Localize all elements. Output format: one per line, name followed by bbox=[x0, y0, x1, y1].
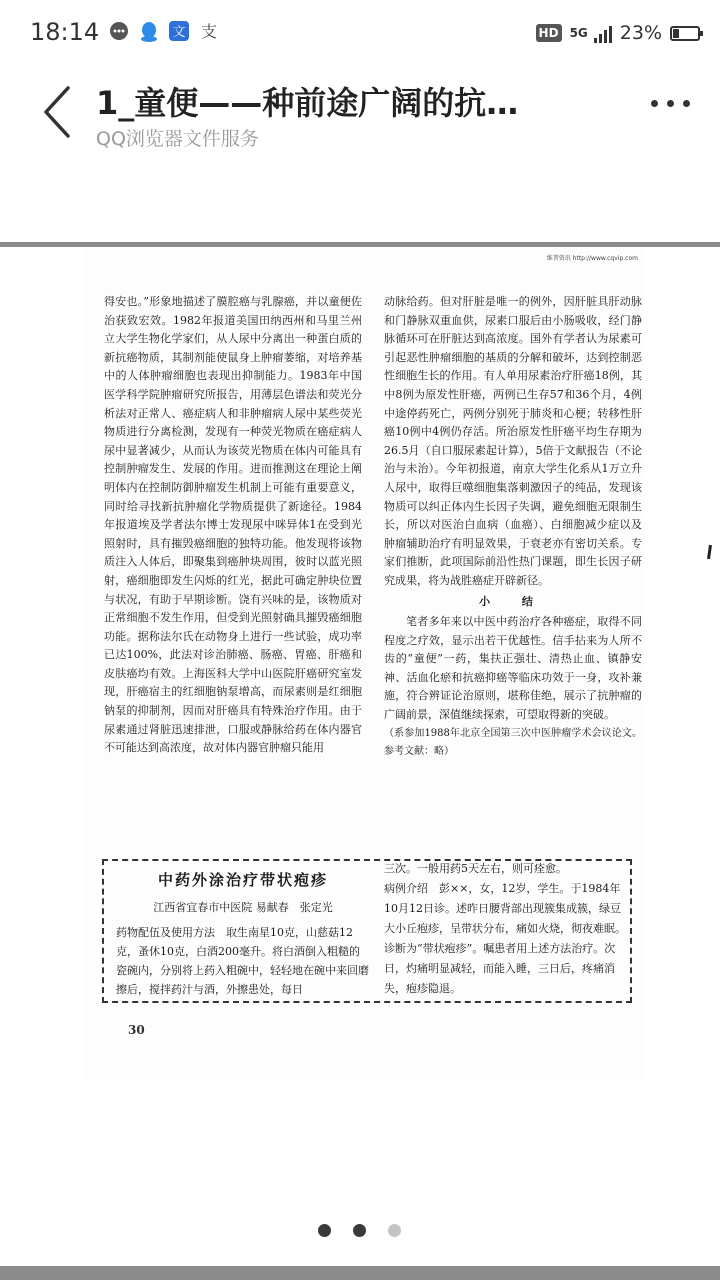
box-method: 药物配伍及使用方法 取生南星10克，山慈菇12克，蚤休10克，白酒200毫升。将白酒倒入粗糙的瓷碗内，分别将上药入粗碗中，轻轻地在碗中来回磨擦后，搅拌药汁与酒，外擦患处，每日 bbox=[116, 926, 369, 996]
page-number: 30 bbox=[128, 1023, 145, 1037]
page-subtitle: QQ浏览器文件服务 bbox=[96, 128, 259, 150]
bottom-scroll-bar bbox=[0, 1266, 720, 1280]
status-indicators bbox=[536, 20, 700, 46]
more-options-icon[interactable] bbox=[651, 100, 690, 107]
page-dot[interactable] bbox=[353, 1224, 366, 1237]
battery-percent: 23% bbox=[619, 22, 662, 44]
box-continued: 三次。一般用药5天左右，则可痊愈。 bbox=[384, 862, 567, 875]
box-title: 中药外涂治疗带状疱疹 bbox=[157, 871, 328, 889]
back-icon[interactable] bbox=[30, 82, 80, 142]
summary-section bbox=[384, 613, 642, 725]
summary-heading: 小 结 bbox=[479, 594, 547, 608]
right-column bbox=[384, 293, 642, 861]
page-indicator bbox=[318, 1224, 401, 1237]
left-column-text: 得安也。”形象地描述了膜腔癌与乳腺癌，并以童便佐治获致宏效。1982年报道美国田纳西州和马里兰州立大学生物化学家们，从人尿中分离出一种蛋白质的新抗癌物质，其制剂能使鼠身上肿瘤萎缩，对培养基中的人体肿瘤细胞也表现出抑制能力。1983年中国医学科学院肿瘤研究所报告，用薄层色谱法和荧光分析法对正常人、癌症病人和非肿瘤病人尿中某些荧光物质进行分离检测，发现有一种荧光物质在癌症病人尿中显著减少，从而认为该荧光物质在体内可能具有控制肿瘤发生、发展的作用。进而推测这在理论上阐明体内在控制防御肿瘤发生机制上可能有重要意义，同时给寻找新抗肿瘤化学物质提供了新途径。1984年报道埃及学者法尔博士发现尿中咪异体1在受到光照射时，具有摧毁癌细胞的独特功能。他发现将该物质注入人体后，即聚集到癌肿块周围，彼时以蓝光照射，癌细胞即发生闪烁的红光，据此可确定肿块位置与状况，有助于早期诊断。饶有兴味的是，该物质对正常细胞不发生作用，但受到光照射确具摧毁癌细胞功能。据称法尔氏在动物身上进行一些试验，成功率已达100%，此法对诊治肺癌、肠癌、胃癌、肝癌和皮肤癌均有效。上海医科大学中山医院肝癌研究室发现，肝癌宿主的红细胞钠泵增高，而尿素则是红细胞钠泵的抑制剂，因而对肝癌具有特殊治疗作用。由于尿素通过肾脏迅速排泄，口服或静脉给药在体内器官不可能达到高浓度，故对体内器官肿瘤只能用 bbox=[104, 295, 362, 755]
box-left-column bbox=[116, 871, 370, 999]
summary-note: （系参加1988年北京全国第三次中医肿瘤学术会议论文。参考文献：略） bbox=[384, 727, 642, 758]
viewer-divider bbox=[0, 242, 720, 247]
page-dot[interactable] bbox=[388, 1224, 401, 1237]
document-page[interactable] bbox=[84, 249, 644, 1081]
browser-header bbox=[0, 64, 720, 164]
article-box bbox=[102, 859, 632, 1003]
page-dot[interactable] bbox=[318, 1224, 331, 1237]
status-time: 18:14 bbox=[30, 18, 100, 46]
zhi-app-icon bbox=[198, 20, 220, 42]
svg-text:支: 支 bbox=[200, 22, 218, 41]
box-case: 病例介绍 彭××，女，12岁，学生。于1984年10月12日诊。述昨日腰背部出现簇集成簇，绿豆大小丘疱疹，呈带状分布，痛如火烧，彻夜难眠。诊断为“带状疱疹”。嘱患者用上述方法治疗。次日，灼痛明显减轻，而能入睡，三日后，疼痛消失，疱疹隐退。 bbox=[384, 882, 626, 995]
page-title: 1_童便——种前途广阔的抗… bbox=[96, 84, 519, 122]
svg-text:文: 文 bbox=[172, 25, 186, 40]
watermark: 维普资讯 http://www.cqvip.com bbox=[546, 255, 638, 262]
box-right-column bbox=[384, 859, 630, 999]
pen-mark bbox=[707, 545, 712, 559]
left-column bbox=[104, 293, 362, 847]
hd-badge: HD bbox=[536, 24, 562, 42]
right-column-text: 动脉给药。但对肝脏是唯一的例外，因肝脏具肝动脉和门静脉双重血供，尿素口服后由小肠吸收，经门静脉循环可在肝脏达到高浓度。国外有学者认为尿素可引起恶性肿瘤细胞的基质的分解和破坏，达到控制恶性细胞生长的作用。有人单用尿素治疗肝癌18例，其中8例为原发性肝癌，两例已生存57和36个月，4例中途停药死亡，两例分别死于肺炎和心梗；转移性肝癌10例中4例仍存活。所治原发性肝癌平均生存期为26.5月（自口服尿素起计算），5倍于文献报告（不论治与未治）。今年初报道，南京大学生化系从1万立升人尿中，取得巨噬细胞集落刺激因子的纯品，发现该物质可以纠正体内生长因子失调，避免细胞无限制生长，所以对医治白血病（血癌）、白细胞减少症以及肿瘤辅助治疗有明显效果，于衰老亦有密切关系。专家们推断，此项国际前沿性热门课题，即生长因子研究成果，将为战胜癌症开辟新径。 bbox=[384, 295, 642, 587]
chat-bubble-icon bbox=[108, 20, 130, 42]
box-author: 江西省宜春市中医院 易献春 张定光 bbox=[153, 901, 333, 914]
network-type: 5G bbox=[569, 25, 588, 40]
status-bar bbox=[0, 0, 720, 64]
qq-penguin-icon bbox=[138, 20, 160, 42]
battery-icon bbox=[670, 26, 700, 41]
summary-text: 笔者多年来以中医中药治疗各种癌症，取得不同程度之疗效，显示出若干优越性。信手拈来为人所不齿的“童便”一药，集扶正强壮、清热止血、镇静安神、活血化瘀和抗癌抑癌等临床功效于一身，攻补兼施，符合辨证论治原则，堪称佳绝，展示了抗肿瘤的广阔前景，深值继续探索，可望取得新的突破。 bbox=[384, 615, 642, 722]
signal-icon bbox=[594, 23, 612, 43]
wen-app-icon bbox=[168, 20, 190, 42]
